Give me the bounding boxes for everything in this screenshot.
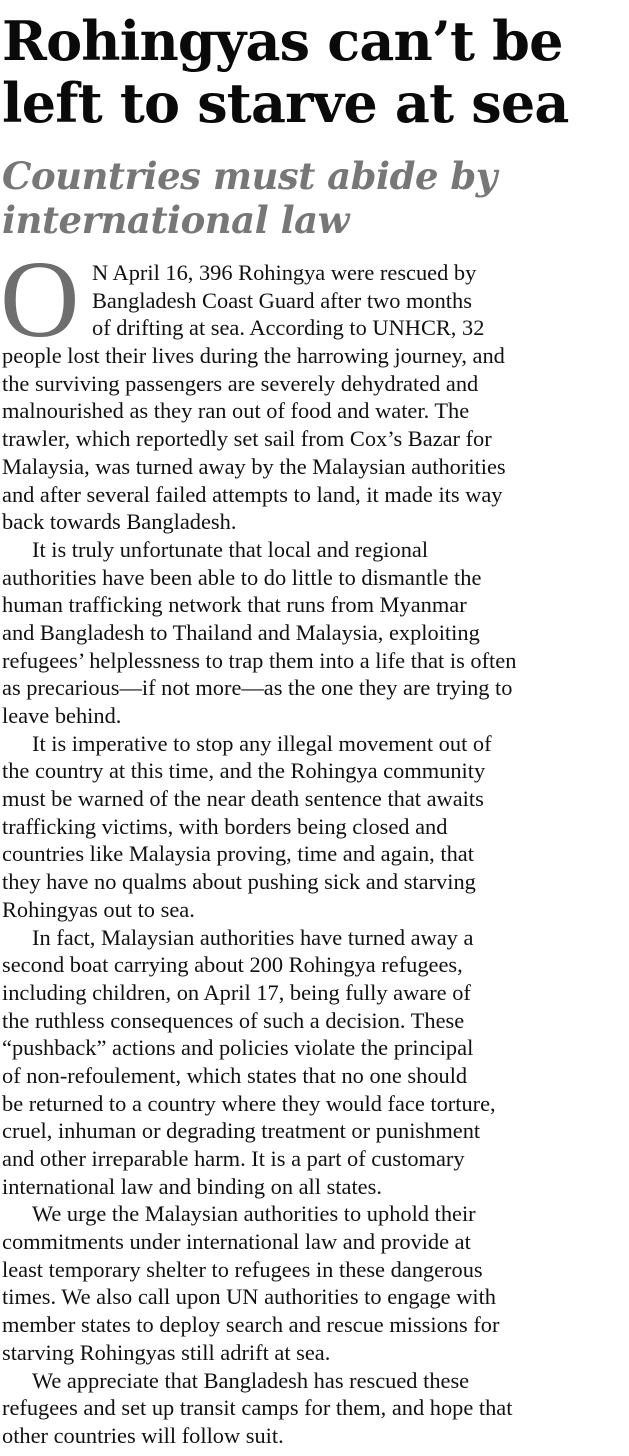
- body-line: It is imperative to stop any illegal movement out of: [32, 730, 492, 756]
- headline-line-2: left to starve at sea: [2, 71, 569, 135]
- body-paragraph: [2, 536, 627, 730]
- body-line: commitments under international law and provide at: [2, 1229, 471, 1255]
- subheadline-line-1: Countries must abide by: [2, 154, 497, 198]
- body-line: refugees and set up transit camps for them, and hope that: [2, 1395, 513, 1421]
- body-paragraph: [2, 1367, 627, 1450]
- body-line: of drifting at sea. According to UNHCR, 32: [92, 315, 485, 341]
- body-line: In fact, Malaysian authorities have turned away a: [32, 924, 474, 950]
- body-line: back towards Bangladesh.: [2, 509, 237, 535]
- body-line: It is truly unfortunate that local and regional: [32, 536, 429, 562]
- body-line: Rohingyas out to sea.: [2, 896, 195, 922]
- body-line: the surviving passengers are severely dehydrated and: [2, 370, 479, 396]
- body-line: starving Rohingyas still adrift at sea.: [2, 1339, 331, 1365]
- body-line: N April 16, 396 Rohingya were rescued by: [92, 260, 477, 285]
- body-line: the country at this time, and the Rohingya community: [2, 758, 486, 784]
- body-line: Bangladesh Coast Guard after two months: [92, 287, 472, 313]
- body-line: trawler, which reportedly set sail from Cox’s Bazar for: [2, 426, 492, 452]
- body-paragraph: [2, 924, 627, 1201]
- body-line: authorities have been able to do little to dismantle the: [2, 564, 482, 590]
- article-body: [0, 238, 627, 1450]
- body-line: “pushback” actions and policies violate the principal: [2, 1035, 474, 1061]
- drop-cap: O: [0, 238, 80, 360]
- headline: [2, 10, 627, 134]
- body-line: of non-refoulement, which states that no one should: [2, 1062, 468, 1088]
- body-line: trafficking victims, with borders being closed and: [2, 813, 448, 839]
- body-line: cruel, inhuman or degrading treatment or punishment: [2, 1118, 481, 1144]
- headline-line-1: Rohingyas can’t be: [2, 9, 563, 73]
- body-line: malnourished as they ran out of food and water. The: [2, 398, 470, 424]
- body-line: people lost their lives during the harrowing journey, and: [2, 343, 505, 369]
- body-line: refugees’ helplessness to trap them into a life that is often: [2, 647, 517, 673]
- subheadline-line-2: international law: [2, 198, 349, 242]
- body-line: We urge the Malaysian authorities to uphold their: [32, 1201, 476, 1227]
- body-line: must be warned of the near death sentence that awaits: [2, 786, 484, 812]
- body-line: and after several failed attempts to land, it made its way: [2, 481, 503, 507]
- body-paragraph: [0, 238, 627, 536]
- body-line: as precarious—if not more—as the one they are trying to: [2, 675, 513, 701]
- body-line: and other irreparable harm. It is a part of customary: [2, 1146, 465, 1171]
- body-line: and Bangladesh to Thailand and Malaysia, exploiting: [2, 619, 480, 645]
- body-line: human trafficking network that runs from Myanmar: [2, 592, 467, 618]
- body-line: times. We also call upon UN authorities to engage with: [2, 1284, 497, 1310]
- body-line: they have no qualms about pushing sick and starving: [2, 869, 476, 895]
- body-line: We appreciate that Bangladesh has rescued these: [32, 1367, 470, 1393]
- body-line: other countries will follow suit.: [2, 1422, 284, 1448]
- body-line: second boat carrying about 200 Rohingya refugees,: [2, 952, 463, 978]
- body-line: leave behind.: [2, 703, 122, 728]
- body-line: Malaysia, was turned away by the Malaysian authorities: [2, 453, 506, 479]
- body-line: the ruthless consequences of such a decision. These: [2, 1007, 465, 1033]
- body-line: including children, on April 17, being fully aware of: [2, 979, 471, 1005]
- body-line: least temporary shelter to refugees in these dangerous: [2, 1256, 483, 1282]
- body-line: be returned to a country where they would face torture,: [2, 1090, 496, 1116]
- subheadline: [2, 154, 627, 242]
- body-line: countries like Malaysia proving, time and again, that: [2, 841, 474, 867]
- body-paragraph: [2, 1200, 627, 1366]
- body-line: international law and binding on all states.: [2, 1173, 382, 1199]
- body-line: member states to deploy search and rescue missions for: [2, 1312, 500, 1338]
- body-paragraph: [2, 730, 627, 924]
